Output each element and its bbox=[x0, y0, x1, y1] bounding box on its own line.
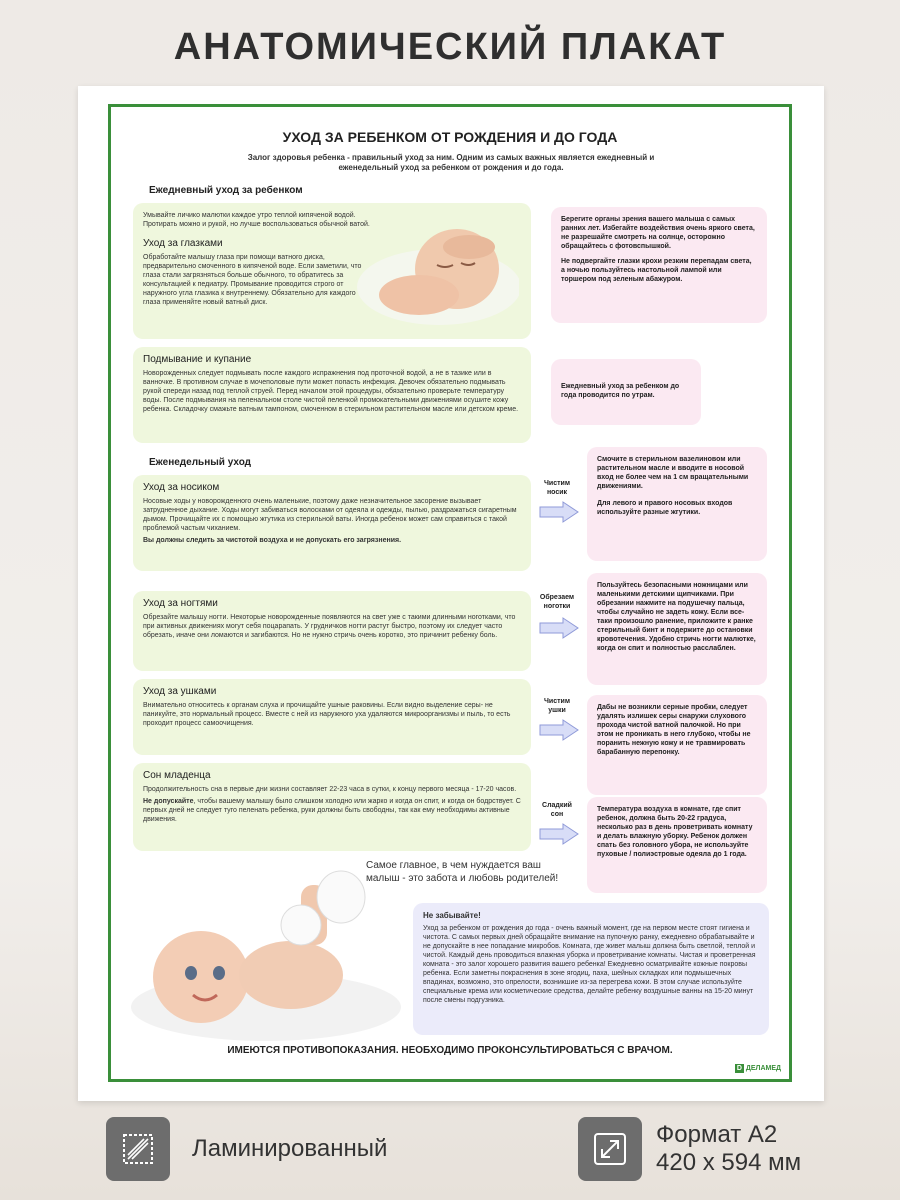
sleep-tip-box bbox=[587, 797, 767, 893]
poster-subtitle: Залог здоровья ребенка - правильный уход за ним. Одним из самых важных является ежедневный и еженедельный уход за ребенком от рождения и до года. bbox=[247, 153, 655, 172]
arrow-right-icon bbox=[539, 719, 579, 741]
resize-icon bbox=[578, 1117, 642, 1181]
nose-tip-box bbox=[587, 447, 767, 561]
quote-text: Самое главное, в чем нуждается ваш малыш - это забота и любовь родителей! bbox=[366, 860, 559, 884]
ears-tip: Дабы не возникли серные пробки, следует удалять излишек серы снаружи слухового прохода чистой ватной палочкой. Но при этом не проникать в него глубоко, чтобы не поранить нежную кожу и не травмировать барабанную перепонку. bbox=[597, 704, 751, 756]
ears-tip-box bbox=[587, 695, 767, 795]
poster-frame bbox=[108, 104, 792, 1082]
logo-icon: D bbox=[736, 1065, 742, 1072]
sleep-text2: , чтобы вашему малышу было слишком холодно или жарко и когда он спит, и когда он бодрствует. С первых дней не следует туго пеленать ребенка, руки должны быть свободны, так как ему необходимы активные движения. bbox=[143, 798, 521, 823]
format-size-line: Формат А2 bbox=[656, 1121, 778, 1148]
nose-heading: Уход за носиком bbox=[143, 482, 220, 493]
baby-photo-image bbox=[131, 857, 401, 1042]
laminated-label: Ламинированный bbox=[192, 1135, 388, 1162]
eyes-tip-box bbox=[551, 207, 767, 323]
arrow-right-icon bbox=[539, 617, 579, 639]
laminated-icon bbox=[106, 1117, 170, 1181]
poster bbox=[78, 86, 824, 1101]
page-title: АНАТОМИЧЕСКИЙ ПЛАКАТ bbox=[173, 26, 727, 68]
nose-tip2: Для левого и правого носовых входов используйте разные жгутики. bbox=[597, 500, 733, 516]
logo-text: ДЕЛАМЕД bbox=[745, 1065, 781, 1072]
sleeping-baby-image bbox=[349, 217, 519, 325]
reminder-box bbox=[413, 903, 769, 1035]
nose-side-label: Чистим носик bbox=[543, 480, 571, 496]
daily-section-heading: Ежедневный уход за ребенком bbox=[149, 185, 303, 196]
sleep-side-label: Сладкий сон bbox=[542, 802, 572, 818]
arrow-right-icon bbox=[539, 823, 579, 845]
format-label bbox=[656, 1121, 801, 1177]
brand-logo bbox=[735, 1064, 781, 1073]
eyes-text: Обработайте малышу глаза при помощи ватного диска, предварительно смоченного в кипяченой воде. Если заметили, что глаза стали загрязняться больше обычного, то обратитесь за консультацией к педиатру. Промывание проводится строго от наружного угла глазика к внутреннему. Обязательно для каждого глаза применяйте новый ватный диск. bbox=[143, 254, 362, 306]
poster-title: УХОД ЗА РЕБЕНКОМ ОТ РОЖДЕНИЯ И ДО ГОДА bbox=[282, 129, 618, 145]
weekly-section-heading: Еженедельный уход bbox=[149, 457, 252, 468]
reminder-text: Уход за ребенком от рождения до года - очень важный момент, где на первом месте стоят гигиена и чистота. С самых первых дней обращайте внимание на пупочную ранку, ежедневно обрабатывайте и не допускайте в нее попадание микробов. Комната, где живет малыш должна быть светлой, теплой и чистой. Каждый день проводиться влажная уборка и проветривание комнаты. Чистая и проветренная комната - это залог хорошего развития вашего ребенка! Ежедневно осматривайте кожные покровы ребенка. Если заметны покраснения в зоне ягодиц, паха, шейных складках или подмышечных впадинах, возможно, это опрелости, возникшие из-за перегрева кожи. В этом случае используйте специальные крема или косметические средства, делайте ребенку воздушные ванны на 15-20 минут после смены подгузника. bbox=[423, 925, 756, 1004]
ears-side-label: Чистим ушки bbox=[543, 698, 571, 714]
nails-text: Обрезайте малышу ногти. Некоторые новорожденные появляются на свет уже с такими длинными ноготками, что при активных движениях могут себя поцарапать. У грудничков ногти растут быстро, поэтому их следует часто обрезать, иначе они ломаются и загибаются. Но не нужно стричь очень коротко, это причинит ребенку боль. bbox=[143, 614, 516, 639]
daily-tip-text: Ежедневный уход за ребенком до года проводится по утрам. bbox=[561, 382, 680, 399]
wash-text: Умывайте личико малютки каждое утро теплой кипяченой водой. Протирать можно и рукой, но лучше воспользоваться обычной ватой. bbox=[143, 212, 370, 228]
sleep-text: Продолжительность сна в первые дни жизни составляет 22-23 часа в сутки, к концу первого месяца - 17-20 часов. bbox=[143, 786, 517, 793]
nose-box bbox=[133, 475, 531, 571]
reminder-heading: Не забывайте! bbox=[423, 911, 481, 920]
nails-tip-box bbox=[587, 573, 767, 685]
nose-text: Носовые ходы у новорожденного очень маленькие, поэтому даже незначительное засорение вызывает затрудненное дыхание. Ходы могут забиваться волосками от одеяла и одежды, пылью, раздражаться сигаретным дымом. Прочищайте их с помощью жгутика из стерильной ваты. Иногда ребенок может сам справиться с такой проблемой частым чиханием. bbox=[143, 498, 517, 532]
sleep-bold-lead: Не допускайте bbox=[143, 798, 194, 805]
ears-text: Внимательно относитесь к органам слуха и прочищайте ушные раковины. Если видно выделение серы- не паникуйте, это нормальный процесс. Вместе с ней из наружного уха удаляются микроорганизмы и пыль, то есть проходит процесс самоочищения. bbox=[143, 702, 511, 727]
eyes-heading: Уход за глазками bbox=[143, 238, 223, 249]
nails-heading: Уход за ногтями bbox=[143, 598, 218, 609]
ears-heading: Уход за ушками bbox=[143, 686, 217, 697]
format-badge bbox=[578, 1117, 801, 1181]
nails-box bbox=[133, 591, 531, 671]
daily-tip-box bbox=[551, 359, 701, 425]
sleep-box bbox=[133, 763, 531, 851]
contraindications-warning: ИМЕЮТСЯ ПРОТИВОПОКАЗАНИЯ. НЕОБХОДИМО ПРОКОНСУЛЬТИРОВАТЬСЯ С ВРАЧОМ. bbox=[227, 1045, 673, 1056]
laminated-badge bbox=[106, 1117, 387, 1181]
eyes-tip-p1: Берегите органы зрения вашего малыша с самых ранних лет. Избегайте воздействия очень яркого света, не разрешайте смотреть на солнце, осторожно обращайтесь с фотовспышкой. bbox=[561, 216, 755, 250]
bathing-heading: Подмывание и купание bbox=[143, 354, 252, 365]
sleep-tip: Температура воздуха в комнате, где спит ребенок, должна быть 20-22 градуса, несколько раз в день проветривать комнату и делать влажную уборку. Ребенок должен спать без головного убора, не используйте пуховые / полиэстровые одеяла до 1 года. bbox=[597, 806, 753, 858]
sleep-heading: Сон младенца bbox=[143, 770, 211, 781]
nails-tip: Пользуйтесь безопасными ножницами или маленькими детскими щипчиками. При обрезании нажмите на подушечку пальца, чтобы случайно не задеть кожу. Если все-таки произошло ранение, приложите к ранке стерильный бинт и подержите до остановки кровотечения. Удобно стричь ногти малютке, когда он спит и полностью расслаблен. bbox=[597, 582, 756, 652]
format-dimensions-line: 420 х 594 мм bbox=[656, 1149, 802, 1176]
arrow-right-icon bbox=[539, 501, 579, 523]
nose-tip1: Смочите в стерильном вазелиновом или растительном масле и вводите в носовой вход не более чем на 1 см вращательными движениями. bbox=[597, 456, 749, 490]
nose-bold-text: Вы должны следить за чистотой воздуха и не допускать его загрязнения. bbox=[143, 537, 402, 544]
bathing-text: Новорожденных следует подмывать после каждого испражнения под проточной водой, а не в тазике или в ванночке. В противном случае в мочеполовые пути может попасть инфекция. Девочек обязательно подмывать рукой спереди назад под теплой струей. Перед началом этой процедуры, обязательно проверьте температуру воды. После подмывания на пеленальном столе чистой пеленкой промокательными движениями осушите кожу ребенка. Складочку смажьте ватным тампоном, смоченном в стерильном растительном масле или детском креме. bbox=[143, 370, 519, 413]
eyes-tip-p2: Не подвергайте глазки крохи резким перепадам света, а ночью пользуйтесь настольной лампой или торшером под зеленым абажуром. bbox=[561, 258, 752, 283]
ears-box bbox=[133, 679, 531, 755]
bathing-box bbox=[133, 347, 531, 443]
nails-side-label: Обрезаем ноготки bbox=[539, 594, 575, 610]
